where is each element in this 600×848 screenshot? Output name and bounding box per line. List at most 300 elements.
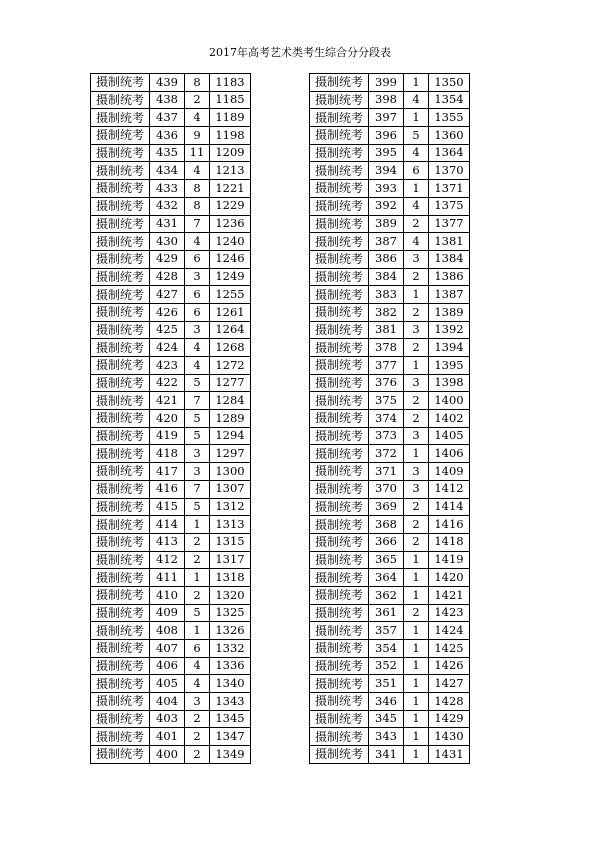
category-cell: 摄制统考 <box>310 91 369 109</box>
score-cell: 413 <box>150 533 185 551</box>
count-cell: 6 <box>185 250 210 268</box>
table-row <box>310 480 470 498</box>
score-cell: 396 <box>369 127 404 145</box>
category-cell: 摄制统考 <box>91 233 150 251</box>
cumulative-cell: 1343 <box>210 693 251 711</box>
table-row <box>310 392 470 410</box>
count-cell: 4 <box>185 233 210 251</box>
score-cell: 416 <box>150 480 185 498</box>
cumulative-cell: 1418 <box>429 533 470 551</box>
category-cell: 摄制统考 <box>310 339 369 357</box>
score-cell: 351 <box>369 675 404 693</box>
score-cell: 410 <box>150 586 185 604</box>
score-cell: 361 <box>369 604 404 622</box>
score-cell: 412 <box>150 551 185 569</box>
count-cell: 4 <box>185 357 210 375</box>
table-row <box>91 657 251 675</box>
count-cell: 1 <box>404 551 429 569</box>
table-row <box>310 180 470 198</box>
category-cell: 摄制统考 <box>310 586 369 604</box>
category-cell: 摄制统考 <box>91 516 150 534</box>
cumulative-cell: 1375 <box>429 197 470 215</box>
table-row <box>91 463 251 481</box>
count-cell: 1 <box>404 586 429 604</box>
table-row <box>91 746 251 764</box>
table-row <box>310 640 470 658</box>
count-cell: 5 <box>404 127 429 145</box>
cumulative-cell: 1420 <box>429 569 470 587</box>
table-row <box>91 339 251 357</box>
cumulative-cell: 1430 <box>429 728 470 746</box>
score-cell: 389 <box>369 215 404 233</box>
table-row <box>91 144 251 162</box>
cumulative-cell: 1370 <box>429 162 470 180</box>
category-cell: 摄制统考 <box>310 357 369 375</box>
score-cell: 373 <box>369 427 404 445</box>
category-cell: 摄制统考 <box>91 197 150 215</box>
score-cell: 417 <box>150 463 185 481</box>
count-cell: 3 <box>404 250 429 268</box>
cumulative-cell: 1185 <box>210 91 251 109</box>
score-cell: 375 <box>369 392 404 410</box>
score-cell: 399 <box>369 74 404 92</box>
score-cell: 357 <box>369 622 404 640</box>
cumulative-cell: 1419 <box>429 551 470 569</box>
count-cell: 3 <box>185 693 210 711</box>
score-cell: 411 <box>150 569 185 587</box>
count-cell: 2 <box>185 533 210 551</box>
table-row <box>310 728 470 746</box>
cumulative-cell: 1402 <box>429 410 470 428</box>
score-cell: 376 <box>369 374 404 392</box>
count-cell: 2 <box>185 91 210 109</box>
score-cell: 414 <box>150 516 185 534</box>
category-cell: 摄制统考 <box>91 622 150 640</box>
cumulative-cell: 1313 <box>210 516 251 534</box>
table-row <box>91 74 251 92</box>
score-cell: 346 <box>369 693 404 711</box>
score-cell: 424 <box>150 339 185 357</box>
category-cell: 摄制统考 <box>310 109 369 127</box>
count-cell: 2 <box>404 215 429 233</box>
score-cell: 371 <box>369 463 404 481</box>
count-cell: 2 <box>404 392 429 410</box>
cumulative-cell: 1340 <box>210 675 251 693</box>
score-cell: 366 <box>369 533 404 551</box>
score-cell: 394 <box>369 162 404 180</box>
score-table-right <box>309 73 470 764</box>
category-cell: 摄制统考 <box>310 693 369 711</box>
cumulative-cell: 1272 <box>210 357 251 375</box>
table-row <box>310 91 470 109</box>
table-row <box>91 180 251 198</box>
table-row <box>310 286 470 304</box>
table-row <box>91 569 251 587</box>
score-cell: 365 <box>369 551 404 569</box>
category-cell: 摄制统考 <box>91 693 150 711</box>
count-cell: 1 <box>404 640 429 658</box>
count-cell: 1 <box>404 109 429 127</box>
count-cell: 9 <box>185 127 210 145</box>
table-row <box>91 250 251 268</box>
table-row <box>310 215 470 233</box>
category-cell: 摄制统考 <box>91 339 150 357</box>
table-row <box>310 374 470 392</box>
score-cell: 425 <box>150 321 185 339</box>
table-row <box>310 746 470 764</box>
count-cell: 1 <box>404 569 429 587</box>
count-cell: 1 <box>404 445 429 463</box>
category-cell: 摄制统考 <box>91 586 150 604</box>
cumulative-cell: 1424 <box>429 622 470 640</box>
score-cell: 377 <box>369 357 404 375</box>
category-cell: 摄制统考 <box>91 480 150 498</box>
category-cell: 摄制统考 <box>310 303 369 321</box>
score-cell: 352 <box>369 657 404 675</box>
count-cell: 6 <box>185 303 210 321</box>
count-cell: 4 <box>185 339 210 357</box>
cumulative-cell: 1429 <box>429 710 470 728</box>
score-cell: 383 <box>369 286 404 304</box>
table-row <box>310 463 470 481</box>
table-row <box>91 675 251 693</box>
table-row <box>310 569 470 587</box>
cumulative-cell: 1421 <box>429 586 470 604</box>
category-cell: 摄制统考 <box>310 197 369 215</box>
count-cell: 5 <box>185 427 210 445</box>
cumulative-cell: 1426 <box>429 657 470 675</box>
count-cell: 7 <box>185 215 210 233</box>
count-cell: 3 <box>404 480 429 498</box>
cumulative-cell: 1189 <box>210 109 251 127</box>
score-cell: 407 <box>150 640 185 658</box>
count-cell: 1 <box>404 74 429 92</box>
count-cell: 2 <box>404 410 429 428</box>
score-cell: 343 <box>369 728 404 746</box>
category-cell: 摄制统考 <box>310 728 369 746</box>
score-cell: 426 <box>150 303 185 321</box>
score-cell: 415 <box>150 498 185 516</box>
table-row <box>91 392 251 410</box>
score-cell: 421 <box>150 392 185 410</box>
cumulative-cell: 1387 <box>429 286 470 304</box>
score-cell: 341 <box>369 746 404 764</box>
cumulative-cell: 1345 <box>210 710 251 728</box>
table-row <box>310 675 470 693</box>
category-cell: 摄制统考 <box>91 533 150 551</box>
table-row <box>310 551 470 569</box>
cumulative-cell: 1354 <box>429 91 470 109</box>
table-row <box>91 640 251 658</box>
count-cell: 4 <box>185 162 210 180</box>
cumulative-cell: 1431 <box>429 746 470 764</box>
score-cell: 401 <box>150 728 185 746</box>
count-cell: 4 <box>404 91 429 109</box>
count-cell: 6 <box>185 286 210 304</box>
cumulative-cell: 1360 <box>429 127 470 145</box>
category-cell: 摄制统考 <box>91 410 150 428</box>
score-cell: 434 <box>150 162 185 180</box>
count-cell: 3 <box>185 268 210 286</box>
score-cell: 370 <box>369 480 404 498</box>
table-row <box>310 516 470 534</box>
category-cell: 摄制统考 <box>310 516 369 534</box>
score-cell: 409 <box>150 604 185 622</box>
table-row <box>310 693 470 711</box>
count-cell: 5 <box>185 604 210 622</box>
count-cell: 3 <box>185 445 210 463</box>
page-title: 2017年高考艺术类考生综合分分段表 <box>209 46 391 59</box>
score-cell: 392 <box>369 197 404 215</box>
score-cell: 406 <box>150 657 185 675</box>
category-cell: 摄制统考 <box>310 604 369 622</box>
category-cell: 摄制统考 <box>91 657 150 675</box>
table-row <box>91 445 251 463</box>
count-cell: 2 <box>185 586 210 604</box>
cumulative-cell: 1183 <box>210 74 251 92</box>
score-cell: 418 <box>150 445 185 463</box>
cumulative-cell: 1428 <box>429 693 470 711</box>
cumulative-cell: 1349 <box>210 746 251 764</box>
cumulative-cell: 1268 <box>210 339 251 357</box>
table-row <box>310 339 470 357</box>
category-cell: 摄制统考 <box>91 215 150 233</box>
cumulative-cell: 1249 <box>210 268 251 286</box>
cumulative-cell: 1229 <box>210 197 251 215</box>
category-cell: 摄制统考 <box>91 728 150 746</box>
count-cell: 3 <box>404 463 429 481</box>
table-row <box>310 710 470 728</box>
table-row <box>310 109 470 127</box>
table-row <box>91 286 251 304</box>
score-cell: 405 <box>150 675 185 693</box>
count-cell: 5 <box>185 410 210 428</box>
cumulative-cell: 1315 <box>210 533 251 551</box>
category-cell: 摄制统考 <box>91 357 150 375</box>
score-cell: 429 <box>150 250 185 268</box>
cumulative-cell: 1255 <box>210 286 251 304</box>
count-cell: 1 <box>404 657 429 675</box>
cumulative-cell: 1289 <box>210 410 251 428</box>
cumulative-cell: 1284 <box>210 392 251 410</box>
count-cell: 2 <box>185 746 210 764</box>
table-row <box>310 197 470 215</box>
table-row <box>310 233 470 251</box>
table-row <box>91 215 251 233</box>
score-cell: 428 <box>150 268 185 286</box>
score-cell: 362 <box>369 586 404 604</box>
category-cell: 摄制统考 <box>91 286 150 304</box>
cumulative-cell: 1320 <box>210 586 251 604</box>
category-cell: 摄制统考 <box>91 498 150 516</box>
category-cell: 摄制统考 <box>310 392 369 410</box>
category-cell: 摄制统考 <box>310 410 369 428</box>
cumulative-cell: 1294 <box>210 427 251 445</box>
category-cell: 摄制统考 <box>310 268 369 286</box>
score-cell: 369 <box>369 498 404 516</box>
table-row <box>91 728 251 746</box>
cumulative-cell: 1300 <box>210 463 251 481</box>
cumulative-cell: 1326 <box>210 622 251 640</box>
score-cell: 433 <box>150 180 185 198</box>
category-cell: 摄制统考 <box>91 250 150 268</box>
table-row <box>310 74 470 92</box>
cumulative-cell: 1412 <box>429 480 470 498</box>
category-cell: 摄制统考 <box>310 321 369 339</box>
category-cell: 摄制统考 <box>91 268 150 286</box>
count-cell: 2 <box>404 303 429 321</box>
cumulative-cell: 1423 <box>429 604 470 622</box>
table-row <box>91 357 251 375</box>
count-cell: 2 <box>185 710 210 728</box>
table-row <box>310 357 470 375</box>
cumulative-cell: 1261 <box>210 303 251 321</box>
score-cell: 431 <box>150 215 185 233</box>
category-cell: 摄制统考 <box>91 127 150 145</box>
score-cell: 400 <box>150 746 185 764</box>
count-cell: 1 <box>404 357 429 375</box>
table-row <box>310 250 470 268</box>
score-cell: 393 <box>369 180 404 198</box>
cumulative-cell: 1425 <box>429 640 470 658</box>
score-cell: 397 <box>369 109 404 127</box>
category-cell: 摄制统考 <box>310 551 369 569</box>
cumulative-cell: 1414 <box>429 498 470 516</box>
count-cell: 2 <box>404 533 429 551</box>
table-row <box>91 268 251 286</box>
table-row <box>91 622 251 640</box>
category-cell: 摄制统考 <box>310 144 369 162</box>
score-cell: 437 <box>150 109 185 127</box>
cumulative-cell: 1318 <box>210 569 251 587</box>
cumulative-cell: 1240 <box>210 233 251 251</box>
score-cell: 395 <box>369 144 404 162</box>
score-cell: 439 <box>150 74 185 92</box>
count-cell: 8 <box>185 74 210 92</box>
category-cell: 摄制统考 <box>310 498 369 516</box>
category-cell: 摄制统考 <box>310 180 369 198</box>
category-cell: 摄制统考 <box>91 604 150 622</box>
table-row <box>91 516 251 534</box>
table-row <box>310 162 470 180</box>
category-cell: 摄制统考 <box>310 657 369 675</box>
category-cell: 摄制统考 <box>91 746 150 764</box>
table-row <box>91 693 251 711</box>
category-cell: 摄制统考 <box>91 180 150 198</box>
cumulative-cell: 1317 <box>210 551 251 569</box>
score-cell: 423 <box>150 357 185 375</box>
table-row <box>310 410 470 428</box>
cumulative-cell: 1427 <box>429 675 470 693</box>
cumulative-cell: 1198 <box>210 127 251 145</box>
count-cell: 4 <box>185 109 210 127</box>
category-cell: 摄制统考 <box>310 427 369 445</box>
category-cell: 摄制统考 <box>310 463 369 481</box>
category-cell: 摄制统考 <box>310 746 369 764</box>
count-cell: 11 <box>185 144 210 162</box>
cumulative-cell: 1405 <box>429 427 470 445</box>
cumulative-cell: 1389 <box>429 303 470 321</box>
cumulative-cell: 1307 <box>210 480 251 498</box>
score-cell: 404 <box>150 693 185 711</box>
cumulative-cell: 1277 <box>210 374 251 392</box>
category-cell: 摄制统考 <box>310 675 369 693</box>
category-cell: 摄制统考 <box>91 463 150 481</box>
category-cell: 摄制统考 <box>310 215 369 233</box>
table-row <box>91 303 251 321</box>
table-row <box>91 162 251 180</box>
count-cell: 1 <box>185 622 210 640</box>
category-cell: 摄制统考 <box>310 445 369 463</box>
category-cell: 摄制统考 <box>91 109 150 127</box>
score-cell: 345 <box>369 710 404 728</box>
category-cell: 摄制统考 <box>91 91 150 109</box>
count-cell: 1 <box>404 710 429 728</box>
cumulative-cell: 1409 <box>429 463 470 481</box>
score-cell: 372 <box>369 445 404 463</box>
category-cell: 摄制统考 <box>91 427 150 445</box>
table-row <box>91 533 251 551</box>
cumulative-cell: 1395 <box>429 357 470 375</box>
score-table-left <box>90 73 251 764</box>
count-cell: 8 <box>185 197 210 215</box>
table-row <box>91 604 251 622</box>
count-cell: 4 <box>185 657 210 675</box>
count-cell: 4 <box>404 197 429 215</box>
category-cell: 摄制统考 <box>91 710 150 728</box>
score-cell: 386 <box>369 250 404 268</box>
table-row <box>310 604 470 622</box>
count-cell: 2 <box>404 516 429 534</box>
count-cell: 2 <box>404 268 429 286</box>
count-cell: 2 <box>185 728 210 746</box>
count-cell: 8 <box>185 180 210 198</box>
category-cell: 摄制统考 <box>310 640 369 658</box>
table-row <box>91 427 251 445</box>
category-cell: 摄制统考 <box>310 162 369 180</box>
category-cell: 摄制统考 <box>310 374 369 392</box>
count-cell: 1 <box>404 622 429 640</box>
cumulative-cell: 1246 <box>210 250 251 268</box>
count-cell: 6 <box>404 162 429 180</box>
table-row <box>310 498 470 516</box>
cumulative-cell: 1392 <box>429 321 470 339</box>
score-cell: 436 <box>150 127 185 145</box>
category-cell: 摄制统考 <box>91 374 150 392</box>
count-cell: 1 <box>404 286 429 304</box>
table-row <box>91 551 251 569</box>
table-row <box>91 586 251 604</box>
cumulative-cell: 1347 <box>210 728 251 746</box>
category-cell: 摄制统考 <box>91 569 150 587</box>
count-cell: 1 <box>404 693 429 711</box>
score-cell: 432 <box>150 197 185 215</box>
score-cell: 408 <box>150 622 185 640</box>
score-cell: 382 <box>369 303 404 321</box>
score-cell: 398 <box>369 91 404 109</box>
table-row <box>91 498 251 516</box>
score-cell: 420 <box>150 410 185 428</box>
category-cell: 摄制统考 <box>91 321 150 339</box>
cumulative-cell: 1297 <box>210 445 251 463</box>
category-cell: 摄制统考 <box>310 533 369 551</box>
cumulative-cell: 1398 <box>429 374 470 392</box>
count-cell: 2 <box>404 604 429 622</box>
cumulative-cell: 1325 <box>210 604 251 622</box>
cumulative-cell: 1406 <box>429 445 470 463</box>
score-cell: 427 <box>150 286 185 304</box>
count-cell: 3 <box>404 321 429 339</box>
